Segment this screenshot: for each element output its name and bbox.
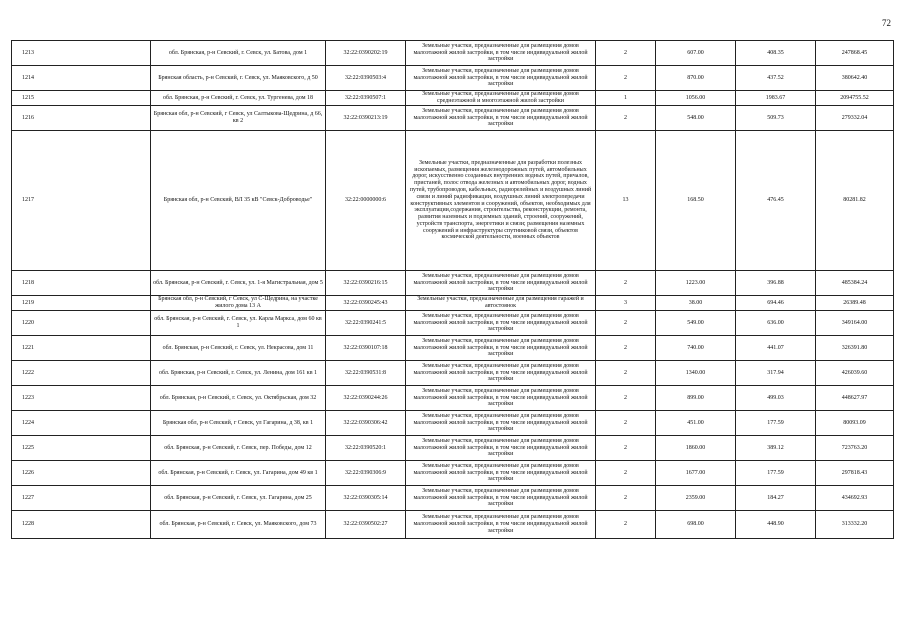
row-number: 1218	[12, 271, 151, 296]
group-number-cell: 2	[596, 486, 656, 511]
land-use-cell: Земельные участки, предназначенные для размещения домов малоэтажной жилой застройки, в том числе индивидуальной жилой застройки	[406, 271, 596, 296]
row-number: 1213	[12, 41, 151, 66]
area-cell: 548.00	[656, 106, 736, 131]
address-cell: обл. Брянская, р-н Севский, г. Севск, пер. Победы, дом 12	[151, 436, 326, 461]
row-number: 1226	[12, 461, 151, 486]
address-cell: обл. Брянская, р-н Севский, г. Севск, ул. Ленина, дом 161 кв 1	[151, 361, 326, 386]
table-row	[12, 271, 894, 296]
cadastral-number-cell: 32:22:0390531:8	[326, 361, 406, 386]
area-cell: 870.00	[656, 66, 736, 91]
specific-value-cell: 177.59	[736, 461, 816, 486]
group-number-cell: 2	[596, 66, 656, 91]
group-number-cell: 2	[596, 311, 656, 336]
row-number: 1220	[12, 311, 151, 336]
cadastral-number-cell: 32:22:0390502:27	[326, 511, 406, 539]
group-number-cell: 2	[596, 461, 656, 486]
group-number-cell: 2	[596, 336, 656, 361]
area-cell: 740.00	[656, 336, 736, 361]
cadastral-number-cell: 32:22:0390216:15	[326, 271, 406, 296]
row-number: 1228	[12, 511, 151, 539]
specific-value-cell: 408.35	[736, 41, 816, 66]
page-number: 72	[882, 18, 891, 28]
cadastral-value-cell: 80093.09	[816, 411, 894, 436]
area-cell: 168.50	[656, 131, 736, 271]
group-number-cell: 2	[596, 106, 656, 131]
specific-value-cell: 499.03	[736, 386, 816, 411]
group-number-cell: 3	[596, 296, 656, 311]
land-use-cell: Земельные участки, предназначенные для размещения домов малоэтажной жилой застройки, в том числе индивидуальной жилой застройки	[406, 66, 596, 91]
specific-value-cell: 694.46	[736, 296, 816, 311]
land-use-cell: Земельные участки, предназначенные для размещения домов малоэтажной жилой застройки, в том числе индивидуальной жилой застройки	[406, 106, 596, 131]
group-number-cell: 2	[596, 41, 656, 66]
land-use-cell: Земельные участки, предназначенные для размещения домов малоэтажной жилой застройки, в том числе индивидуальной жилой застройки	[406, 486, 596, 511]
cadastral-number-cell: 32:22:0390107:18	[326, 336, 406, 361]
table-row	[12, 91, 894, 106]
table-row	[12, 336, 894, 361]
table-row	[12, 411, 894, 436]
address-cell: Брянская обл, р-н Севский, г Севск, ул Гагарина, д 38, кв 1	[151, 411, 326, 436]
specific-value-cell: 448.90	[736, 511, 816, 539]
cadastral-value-cell: 485384.24	[816, 271, 894, 296]
cadastral-number-cell: 32:22:0390520:1	[326, 436, 406, 461]
table-row	[12, 386, 894, 411]
cadastral-value-table	[11, 40, 894, 539]
table-row	[12, 296, 894, 311]
cadastral-number-cell: 32:22:0390213:19	[326, 106, 406, 131]
table-row	[12, 131, 894, 271]
land-use-cell: Земельные участки, предназначенные для размещения домов малоэтажной жилой застройки, в том числе индивидуальной жилой застройки	[406, 511, 596, 539]
cadastral-number-cell: 32:22:0390241:5	[326, 311, 406, 336]
table-body	[12, 41, 894, 539]
specific-value-cell: 317.94	[736, 361, 816, 386]
cadastral-value-cell: 2094755.52	[816, 91, 894, 106]
specific-value-cell: 437.52	[736, 66, 816, 91]
area-cell: 1340.00	[656, 361, 736, 386]
group-number-cell: 2	[596, 386, 656, 411]
cadastral-number-cell: 32:22:0390507:1	[326, 91, 406, 106]
cadastral-number-cell: 32:22:0390503:4	[326, 66, 406, 91]
address-cell: Брянская обл, р-н Севский, г Севск, ул С-Щедрина, на участке жилого дома 13 А	[151, 296, 326, 311]
row-number: 1223	[12, 386, 151, 411]
land-use-cell: Земельные участки, предназначенные для размещения домов малоэтажной жилой застройки, в том числе индивидуальной жилой застройки	[406, 311, 596, 336]
cadastral-value-cell: 434692.93	[816, 486, 894, 511]
address-cell: обл. Брянская, р-н Севский, г. Севск, ул. 1-я Магистральная, дом 5	[151, 271, 326, 296]
address-cell: обл. Брянская, р-н Севский, г. Севск, ул. Карла Маркса, дом 60 кв 1	[151, 311, 326, 336]
land-use-cell: Земельные участки, предназначенные для размещения домов малоэтажной жилой застройки, в том числе индивидуальной жилой застройки	[406, 41, 596, 66]
specific-value-cell: 389.12	[736, 436, 816, 461]
land-use-cell: Земельные участки, предназначенные для размещения домов малоэтажной жилой застройки, в том числе индивидуальной жилой застройки	[406, 361, 596, 386]
table-row	[12, 461, 894, 486]
cadastral-value-cell: 426039.60	[816, 361, 894, 386]
row-number: 1217	[12, 131, 151, 271]
land-use-cell: Земельные участки, предназначенные для разработки полезных ископаемых, размещения железнодорожных путей, автомобильных дорог, искусственно созданных внутренних водных путей, причалов, пристаней, полос отвода железных и автомобильных дорог, водных путей, трубопроводов, кабельных, радиорелейных и воздушных линий связи и линий радиофикации, воздушных линий электропередачи конструктивных элементов и сооружений, объектов, необходимых для эксплуатации,содержания, строительства, реконструкции, ремонта, развития наземных и подземных зданий, строений, сооружений, устройств транспорта, энергетики и связи; размещения наземных сооружений и инфраструктуры спутниковой связи, объектов космической деятельности, военных объектов	[406, 131, 596, 271]
area-cell: 1860.00	[656, 436, 736, 461]
cadastral-value-cell: 723763.20	[816, 436, 894, 461]
cadastral-number-cell: 32:22:0390202:19	[326, 41, 406, 66]
table-row	[12, 511, 894, 539]
land-use-cell: Земельные участки, предназначенные для размещения домов малоэтажной жилой застройки, в том числе индивидуальной жилой застройки	[406, 436, 596, 461]
cadastral-value-cell: 448627.97	[816, 386, 894, 411]
address-cell: Брянская область, р-н Севский, г. Севск, ул. Маяковского, д 50	[151, 66, 326, 91]
address-cell: Брянская обл, р-н Севский, г Севск, ул Салтыкова-Щедрина, д 66, кв 2	[151, 106, 326, 131]
address-cell: обл. Брянская, р-н Севский, г. Севск, ул. Гагарина, дом 25	[151, 486, 326, 511]
cadastral-value-cell: 380642.40	[816, 66, 894, 91]
cadastral-value-cell: 247868.45	[816, 41, 894, 66]
group-number-cell: 2	[596, 511, 656, 539]
cadastral-number-cell: 32:22:0390245:43	[326, 296, 406, 311]
land-use-cell: Земельные участки, предназначенные для размещения домов малоэтажной жилой застройки, в том числе индивидуальной жилой застройки	[406, 336, 596, 361]
specific-value-cell: 509.73	[736, 106, 816, 131]
specific-value-cell: 636.00	[736, 311, 816, 336]
address-cell: обл. Брянская, р-н Севский, г. Севск, ул. Маяковского, дом 73	[151, 511, 326, 539]
land-use-cell: Земельные участки, предназначенные для размещения домов малоэтажной жилой застройки, в том числе индивидуальной жилой застройки	[406, 386, 596, 411]
cadastral-value-cell: 313332.20	[816, 511, 894, 539]
address-cell: обл. Брянская, р-н Севский, г. Севск, ул. Гагарина, дом 49 кв 1	[151, 461, 326, 486]
area-cell: 38.00	[656, 296, 736, 311]
table-row	[12, 41, 894, 66]
area-cell: 549.00	[656, 311, 736, 336]
row-number: 1224	[12, 411, 151, 436]
cadastral-value-cell: 26389.48	[816, 296, 894, 311]
table-row	[12, 66, 894, 91]
land-use-cell: Земельные участки, предназначенные для размещения домов среднеэтажной и многоэтажной жилой застройки	[406, 91, 596, 106]
cadastral-number-cell: 32:22:0390305:14	[326, 486, 406, 511]
area-cell: 607.00	[656, 41, 736, 66]
table-row	[12, 106, 894, 131]
address-cell: обл. Брянская, р-н Севский, г. Севск, ул. Батова, дом 1	[151, 41, 326, 66]
cadastral-value-cell: 349164.00	[816, 311, 894, 336]
specific-value-cell: 476.45	[736, 131, 816, 271]
row-number: 1219	[12, 296, 151, 311]
cadastral-value-cell: 297818.43	[816, 461, 894, 486]
group-number-cell: 1	[596, 91, 656, 106]
group-number-cell: 2	[596, 436, 656, 461]
area-cell: 451.00	[656, 411, 736, 436]
row-number: 1215	[12, 91, 151, 106]
group-number-cell: 13	[596, 131, 656, 271]
area-cell: 899.00	[656, 386, 736, 411]
specific-value-cell: 184.27	[736, 486, 816, 511]
cadastral-number-cell: 32:22:0390244:26	[326, 386, 406, 411]
land-use-cell: Земельные участки, предназначенные для размещения гаражей и автостоянок	[406, 296, 596, 311]
cadastral-value-cell: 279332.04	[816, 106, 894, 131]
address-cell: обл. Брянская, р-н Севский, г. Севск, ул. Октябрьская, дом 32	[151, 386, 326, 411]
area-cell: 1677.00	[656, 461, 736, 486]
row-number: 1214	[12, 66, 151, 91]
table-row	[12, 436, 894, 461]
specific-value-cell: 441.07	[736, 336, 816, 361]
land-use-cell: Земельные участки, предназначенные для размещения домов малоэтажной жилой застройки, в том числе индивидуальной жилой застройки	[406, 411, 596, 436]
cadastral-value-cell: 80281.82	[816, 131, 894, 271]
row-number: 1225	[12, 436, 151, 461]
group-number-cell: 2	[596, 411, 656, 436]
row-number: 1222	[12, 361, 151, 386]
row-number: 1227	[12, 486, 151, 511]
area-cell: 698.00	[656, 511, 736, 539]
area-cell: 1223.00	[656, 271, 736, 296]
table-row	[12, 361, 894, 386]
specific-value-cell: 396.88	[736, 271, 816, 296]
area-cell: 2359.00	[656, 486, 736, 511]
row-number: 1216	[12, 106, 151, 131]
address-cell: обл. Брянская, р-н Севский, г. Севск, ул. Тургенева, дом 18	[151, 91, 326, 106]
table-row	[12, 311, 894, 336]
row-number: 1221	[12, 336, 151, 361]
table-row	[12, 486, 894, 511]
cadastral-value-cell: 326391.80	[816, 336, 894, 361]
cadastral-number-cell: 32:22:0000000:6	[326, 131, 406, 271]
address-cell: Брянская обл, р-н Севский, ВЛ 35 кВ "Севск-Доброводье"	[151, 131, 326, 271]
specific-value-cell: 1983.67	[736, 91, 816, 106]
cadastral-number-cell: 32:22:0390306:9	[326, 461, 406, 486]
address-cell: обл. Брянская, р-н Севский, г. Севск, ул. Некрасова, дом 11	[151, 336, 326, 361]
area-cell: 1056.00	[656, 91, 736, 106]
cadastral-number-cell: 32:22:0390306:42	[326, 411, 406, 436]
land-use-cell: Земельные участки, предназначенные для размещения домов малоэтажной жилой застройки, в том числе индивидуальной жилой застройки	[406, 461, 596, 486]
group-number-cell: 2	[596, 361, 656, 386]
specific-value-cell: 177.59	[736, 411, 816, 436]
group-number-cell: 2	[596, 271, 656, 296]
